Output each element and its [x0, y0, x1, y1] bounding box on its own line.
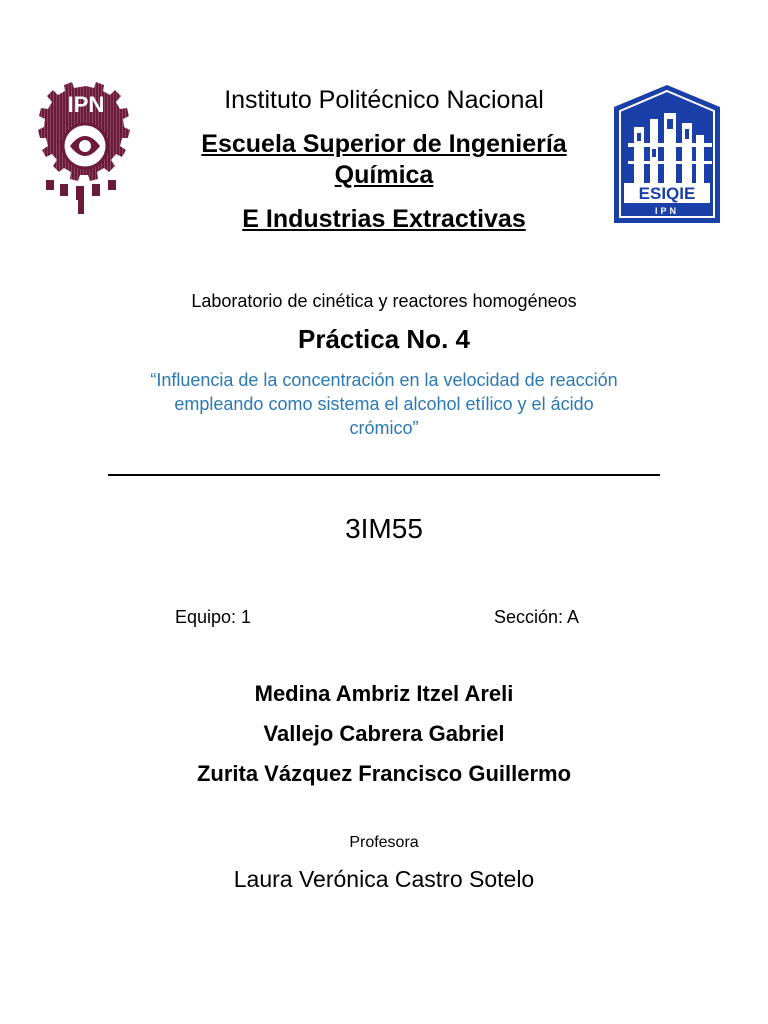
svg-text:ESIQIE: ESIQIE: [638, 184, 696, 203]
svg-text:IPN: IPN: [67, 92, 105, 117]
student-name: Zurita Vázquez Francisco Guillermo: [196, 761, 572, 786]
lab-name: Laboratorio de cinética y reactores homogéneos: [191, 291, 577, 311]
team-label: Equipo: 1: [175, 607, 252, 627]
institution-name: Instituto Politécnico Nacional: [224, 86, 544, 114]
student-list: [0, 674, 768, 794]
professor-label: Profesora: [349, 834, 419, 851]
divider: [108, 474, 660, 476]
section-label: Sección: A: [494, 607, 580, 627]
group-code: 3IM55: [345, 513, 423, 544]
school-name: [0, 129, 768, 191]
practice-topic: [0, 368, 768, 440]
student-name: Medina Ambriz Itzel Areli: [254, 681, 514, 706]
student-name: Vallejo Cabrera Gabriel: [263, 721, 505, 746]
professor-name: Laura Verónica Castro Sotelo: [233, 866, 535, 892]
topic-line1: “Influencia de la concentración en la velocidad de reacción: [150, 370, 618, 390]
school-name-line1: Escuela Superior de Ingeniería: [201, 130, 567, 158]
topic-line2: empleando como sistema el alcohol etílico y el ácido: [174, 394, 594, 414]
practice-title: Práctica No. 4: [298, 324, 470, 354]
svg-text:IPN: IPN: [654, 206, 680, 216]
topic-line3: crómico”: [349, 418, 419, 438]
school-name-line3: E Industrias Extractivas: [242, 205, 526, 233]
school-name-line2: Química: [334, 161, 434, 189]
